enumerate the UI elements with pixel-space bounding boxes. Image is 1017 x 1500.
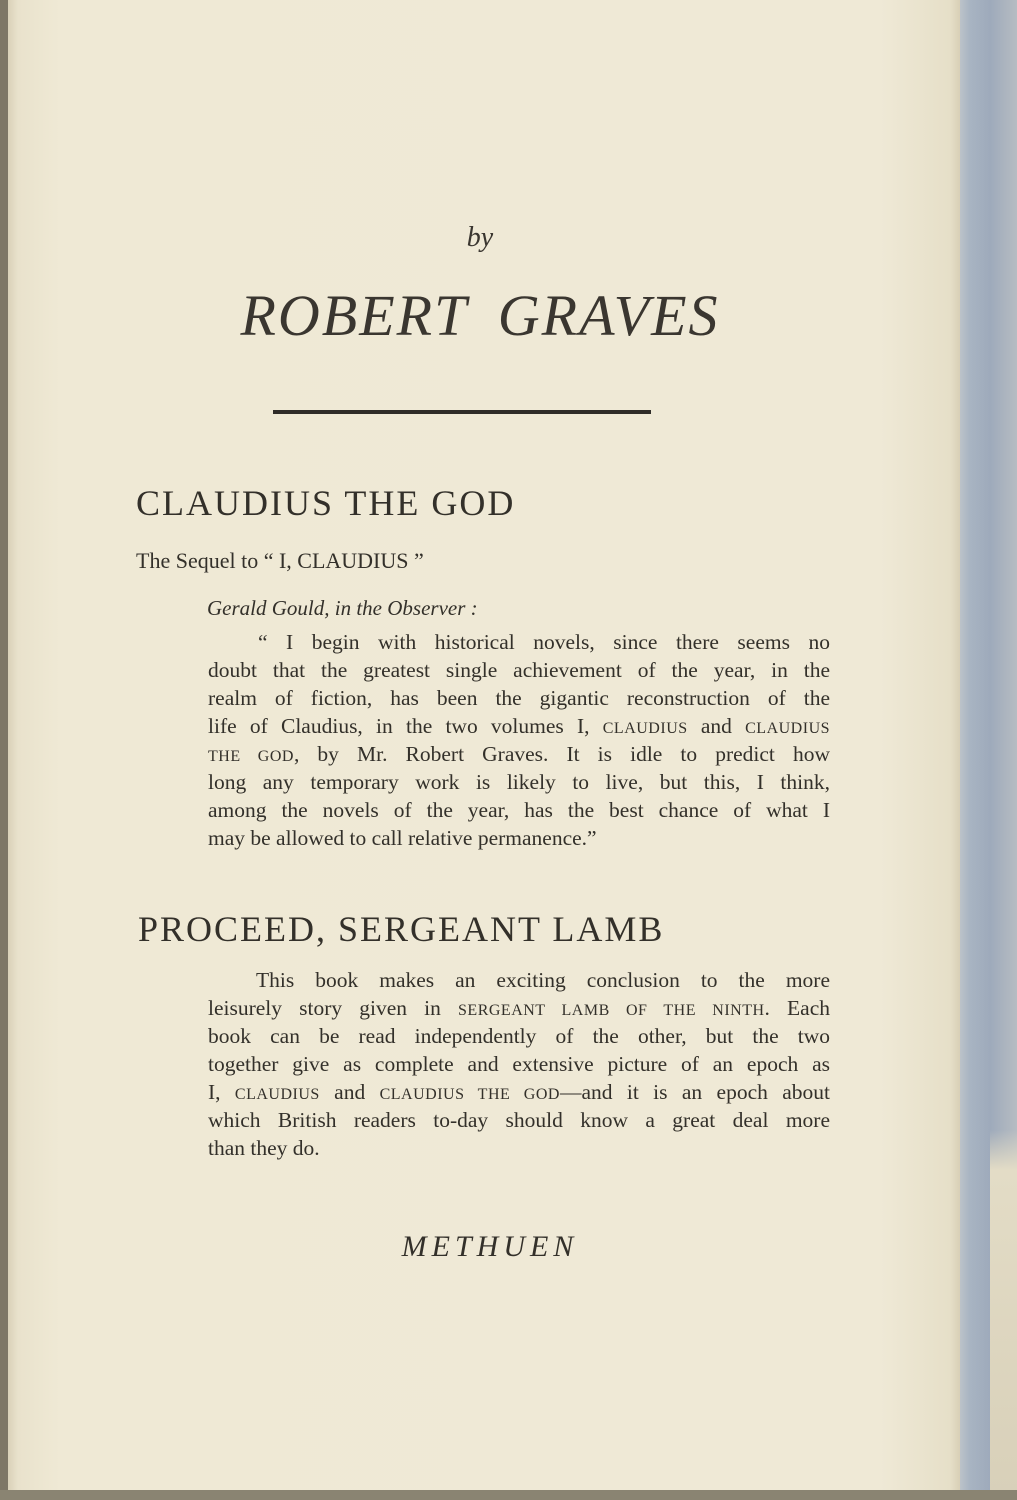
- body-line: which British readers to-day should know a great deal more: [208, 1108, 830, 1132]
- small-caps-title: SERGEANT LAMB OF THE NINTH: [458, 1002, 765, 1019]
- body-line: [208, 1082, 830, 1104]
- quote-text: life of Claudius, in the two volumes I,: [208, 714, 603, 738]
- body-line: than they do.: [208, 1136, 320, 1160]
- divider-rule: [273, 410, 651, 414]
- jacket-bottom-edge: [0, 1490, 1017, 1500]
- quote-line: long any temporary work is likely to live, but this, I think,: [208, 770, 830, 794]
- quote-line: doubt that the greatest single achievement of the year, in the: [208, 658, 830, 682]
- review-attribution: Gerald Gould, in the Observer :: [207, 596, 478, 620]
- by-line: [0, 222, 960, 254]
- book-subtitle: The Sequel to “ I, CLAUDIUS ”: [136, 548, 424, 573]
- body-text: leisurely story given in: [208, 996, 459, 1020]
- author-name: ROBERT GRAVES: [240, 283, 720, 348]
- body-text: . Each: [764, 996, 830, 1020]
- body-line: [208, 998, 830, 1020]
- small-caps-title: THE GOD: [208, 748, 294, 765]
- quote-line: “ I begin with historical novels, since there seems no: [258, 630, 830, 654]
- body-line: together give as complete and extensive picture of an epoch as: [208, 1052, 830, 1076]
- quote-text: and: [687, 714, 746, 738]
- body-line: book can be read independently of the other, but the two: [208, 1024, 830, 1048]
- quote-text: , by Mr. Robert Graves. It is idle to predict how: [293, 742, 830, 766]
- body-text: —and it is an epoch about: [559, 1080, 830, 1104]
- body-text: I,: [208, 1080, 235, 1104]
- quote-line: realm of fiction, has been the gigantic reconstruction of the: [208, 686, 830, 710]
- small-caps-title: CLAUDIUS: [745, 720, 831, 737]
- body-text: and: [319, 1080, 380, 1104]
- body-line: This book makes an exciting conclusion to the more: [256, 968, 830, 992]
- quote-line: may be allowed to call relative permanence.”: [208, 826, 597, 850]
- book-title-sergeant-lamb: PROCEED, SERGEANT LAMB: [138, 909, 665, 949]
- by-text: by: [466, 222, 494, 253]
- small-caps-title: CLAUDIUS: [234, 1086, 320, 1103]
- spine-wear: [990, 1130, 1017, 1500]
- small-caps-title: CLAUDIUS THE GOD: [379, 1086, 560, 1103]
- publisher-name: METHUEN: [401, 1230, 579, 1263]
- quote-line: [208, 744, 830, 766]
- book-title-claudius: CLAUDIUS THE GOD: [136, 483, 516, 523]
- quote-line: among the novels of the year, has the best chance of what I: [208, 798, 830, 822]
- small-caps-title: CLAUDIUS: [602, 720, 688, 737]
- quote-line: [208, 716, 830, 738]
